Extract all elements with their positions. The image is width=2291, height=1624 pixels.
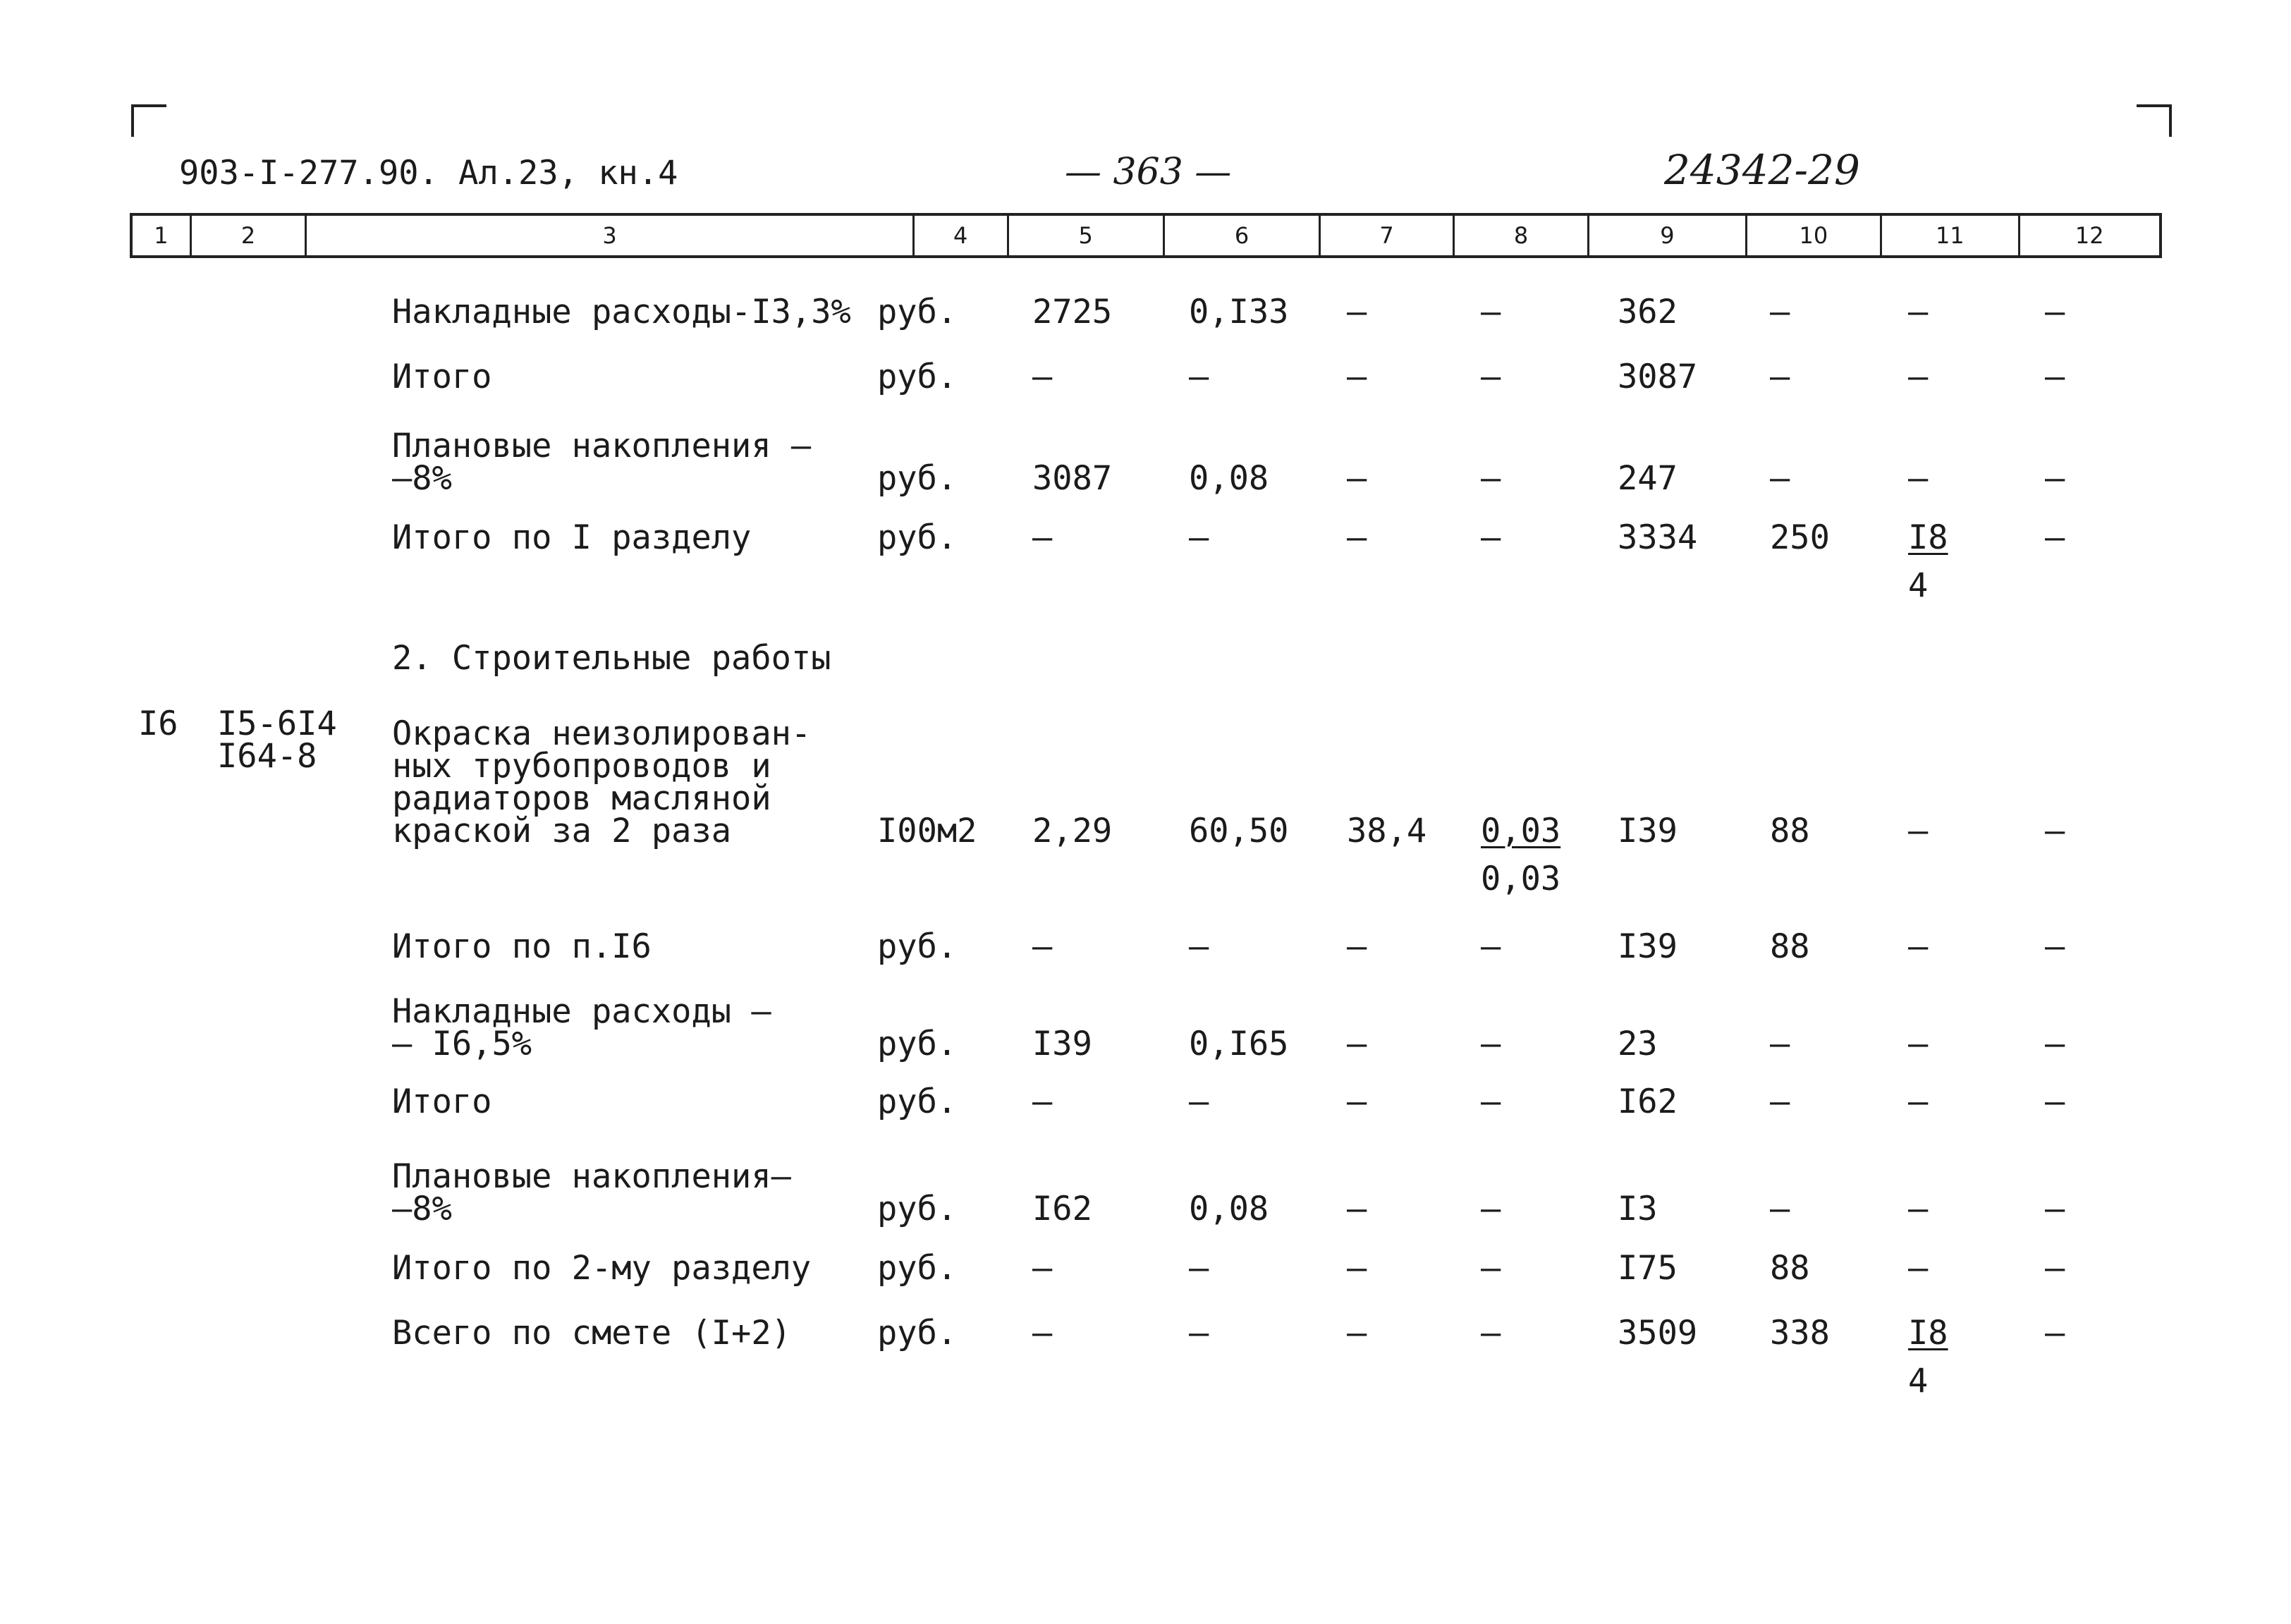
cell-col-11: I8 — [1908, 1314, 1948, 1353]
column-header: 11 — [1882, 216, 2020, 255]
cell-col-11: – — [1908, 293, 1929, 331]
cell-col-10: 88 — [1770, 1249, 1810, 1288]
cell-col-7: – — [1347, 293, 1367, 331]
row-description-line: –8% — [392, 1190, 452, 1228]
cell-col-6: – — [1189, 1314, 1209, 1353]
cell-col-10: – — [1770, 293, 1790, 331]
cell-col-6: 60,50 — [1189, 812, 1289, 850]
cell-col-6: 0,08 — [1189, 459, 1269, 498]
cell-col-4: руб. — [877, 1190, 958, 1228]
cell-col-7: – — [1347, 1025, 1367, 1063]
cell-col-11-sub: 4 — [1908, 566, 1929, 605]
cell-col-4: руб. — [877, 1025, 958, 1063]
cell-col-4: руб. — [877, 1249, 958, 1288]
cell-col-12: – — [2045, 358, 2065, 396]
row-description-line: краской за 2 раза — [392, 812, 732, 850]
cell-col-9: I39 — [1618, 812, 1678, 850]
cell-col-4: руб. — [877, 358, 958, 396]
cell-col-8: – — [1481, 459, 1501, 498]
row-number: I6 — [138, 704, 178, 743]
cell-col-8: – — [1481, 1190, 1501, 1228]
cell-col-4: руб. — [877, 459, 958, 498]
cell-col-10: 250 — [1770, 518, 1830, 557]
cell-col-12: – — [2045, 1025, 2065, 1063]
cell-col-4: руб. — [877, 518, 958, 557]
cell-col-12: – — [2045, 927, 2065, 966]
cell-col-7: – — [1347, 518, 1367, 557]
row-description-line: Плановые накопления– — [392, 1157, 791, 1196]
row-description-line: Итого по 2-му разделу — [392, 1249, 812, 1288]
cell-col-4: руб. — [877, 927, 958, 966]
column-header: 5 — [1009, 216, 1165, 255]
cell-col-5: – — [1032, 1249, 1053, 1288]
cell-col-6: 0,08 — [1189, 1190, 1269, 1228]
cell-col-5: – — [1032, 1314, 1053, 1353]
cell-col-12: – — [2045, 1249, 2065, 1288]
cell-col-9: 3087 — [1618, 358, 1698, 396]
cell-col-10: – — [1770, 1190, 1790, 1228]
cell-col-11: I8 — [1908, 518, 1948, 557]
cell-col-9: 23 — [1618, 1025, 1658, 1063]
cell-col-9: 362 — [1618, 293, 1678, 331]
cell-col-5: 3087 — [1032, 459, 1113, 498]
cell-col-11: – — [1908, 459, 1929, 498]
cell-col-9: 3334 — [1618, 518, 1698, 557]
cell-col-4: руб. — [877, 1082, 958, 1121]
cell-col-9: I39 — [1618, 927, 1678, 966]
cell-col-9: I75 — [1618, 1249, 1678, 1288]
cell-col-6: – — [1189, 927, 1209, 966]
cell-col-8: – — [1481, 358, 1501, 396]
cell-col-7: – — [1347, 1314, 1367, 1353]
row-description-line: Накладные расходы-I3,3% — [392, 293, 851, 331]
row-description-line: радиаторов масляной — [392, 779, 771, 818]
row-description-line: Итого по п.I6 — [392, 927, 652, 966]
column-header: 10 — [1747, 216, 1882, 255]
cell-col-5: I62 — [1032, 1190, 1092, 1228]
cell-col-5: 2,29 — [1032, 812, 1113, 850]
cell-col-12: – — [2045, 812, 2065, 850]
cell-col-5: – — [1032, 518, 1053, 557]
cell-col-8-sub: 0,03 — [1481, 860, 1561, 898]
cell-col-5: – — [1032, 1082, 1053, 1121]
cell-col-11: – — [1908, 1249, 1929, 1288]
cell-col-6: 0,I33 — [1189, 293, 1289, 331]
cell-col-12: – — [2045, 293, 2065, 331]
row-description-line: Итого — [392, 1082, 492, 1121]
cell-col-8: – — [1481, 1025, 1501, 1063]
cell-col-10: – — [1770, 358, 1790, 396]
row-description-line: – I6,5% — [392, 1025, 532, 1063]
document-number: 24342-29 — [1664, 146, 1860, 194]
row-description-line: Итого — [392, 358, 492, 396]
corner-mark-top-right — [2137, 104, 2172, 137]
column-header: 3 — [307, 216, 915, 255]
cell-col-10: 88 — [1770, 812, 1810, 850]
cell-col-6: 0,I65 — [1189, 1025, 1289, 1063]
page-number: — 363 — — [1065, 151, 1232, 193]
cell-col-8: – — [1481, 293, 1501, 331]
cell-col-11: – — [1908, 358, 1929, 396]
cell-col-8: – — [1481, 927, 1501, 966]
column-header: 2 — [192, 216, 307, 255]
corner-mark-top-left — [131, 104, 166, 137]
cell-col-8: – — [1481, 1082, 1501, 1121]
cell-col-5: I39 — [1032, 1025, 1092, 1063]
cell-col-9: 3509 — [1618, 1314, 1698, 1353]
row-description-line: –8% — [392, 459, 452, 498]
cell-col-10: – — [1770, 459, 1790, 498]
row-description-line: Окраска неизолирован- — [392, 714, 812, 753]
row-description-line: Накладные расходы – — [392, 992, 771, 1031]
cell-col-12: – — [2045, 518, 2065, 557]
cell-col-4: руб. — [877, 293, 958, 331]
row-description-line: Плановые накопления – — [392, 427, 812, 465]
section-title: 2. Строительные работы — [392, 639, 831, 678]
cell-col-9: I62 — [1618, 1082, 1678, 1121]
row-description-line: Всего по смете (I+2) — [392, 1314, 791, 1353]
rate-code-line: I5-6I4 — [217, 704, 337, 743]
cell-col-10: – — [1770, 1082, 1790, 1121]
cell-col-8: – — [1481, 518, 1501, 557]
cell-col-6: – — [1189, 1082, 1209, 1121]
column-header: 6 — [1165, 216, 1321, 255]
cell-col-7: – — [1347, 927, 1367, 966]
document-code: 903-I-277.90. Ал.23, кн.4 — [179, 154, 678, 193]
cell-col-4: I00м2 — [877, 812, 977, 850]
cell-col-7: – — [1347, 1249, 1367, 1288]
cell-col-6: – — [1189, 1249, 1209, 1288]
cell-col-7: – — [1347, 459, 1367, 498]
cell-col-11: – — [1908, 1190, 1929, 1228]
column-header: 1 — [133, 216, 192, 255]
cell-col-7: 38,4 — [1347, 812, 1427, 850]
cell-col-8: – — [1481, 1249, 1501, 1288]
cell-col-8: 0,03 — [1481, 812, 1561, 850]
cell-col-5: – — [1032, 358, 1053, 396]
cell-col-10: – — [1770, 1025, 1790, 1063]
cell-col-8: – — [1481, 1314, 1501, 1353]
cell-col-12: – — [2045, 1082, 2065, 1121]
cell-col-9: 247 — [1618, 459, 1678, 498]
cell-col-12: – — [2045, 1314, 2065, 1353]
cell-col-12: – — [2045, 459, 2065, 498]
cell-col-10: 338 — [1770, 1314, 1830, 1353]
column-header: 7 — [1321, 216, 1454, 255]
cell-col-11: – — [1908, 1025, 1929, 1063]
cell-col-10: 88 — [1770, 927, 1810, 966]
cell-col-6: – — [1189, 358, 1209, 396]
cell-col-5: 2725 — [1032, 293, 1113, 331]
cell-col-5: – — [1032, 927, 1053, 966]
rate-code-line: I64-8 — [217, 737, 317, 776]
cell-col-11-sub: 4 — [1908, 1362, 1929, 1400]
cell-col-4: руб. — [877, 1314, 958, 1353]
column-header: 12 — [2075, 222, 2104, 249]
row-description-line: ных трубопроводов и — [392, 747, 771, 786]
row-description-line: Итого по I разделу — [392, 518, 752, 557]
cell-col-7: – — [1347, 1190, 1367, 1228]
cell-col-11: – — [1908, 1082, 1929, 1121]
column-header: 8 — [1455, 216, 1589, 255]
cell-col-11: – — [1908, 812, 1929, 850]
cell-col-11: – — [1908, 927, 1929, 966]
column-header: 4 — [915, 216, 1009, 255]
cell-col-6: – — [1189, 518, 1209, 557]
column-header-row — [130, 213, 2162, 258]
column-header: 9 — [1589, 216, 1747, 255]
cell-col-12: – — [2045, 1190, 2065, 1228]
cell-col-9: I3 — [1618, 1190, 1658, 1228]
cell-col-7: – — [1347, 358, 1367, 396]
cell-col-7: – — [1347, 1082, 1367, 1121]
